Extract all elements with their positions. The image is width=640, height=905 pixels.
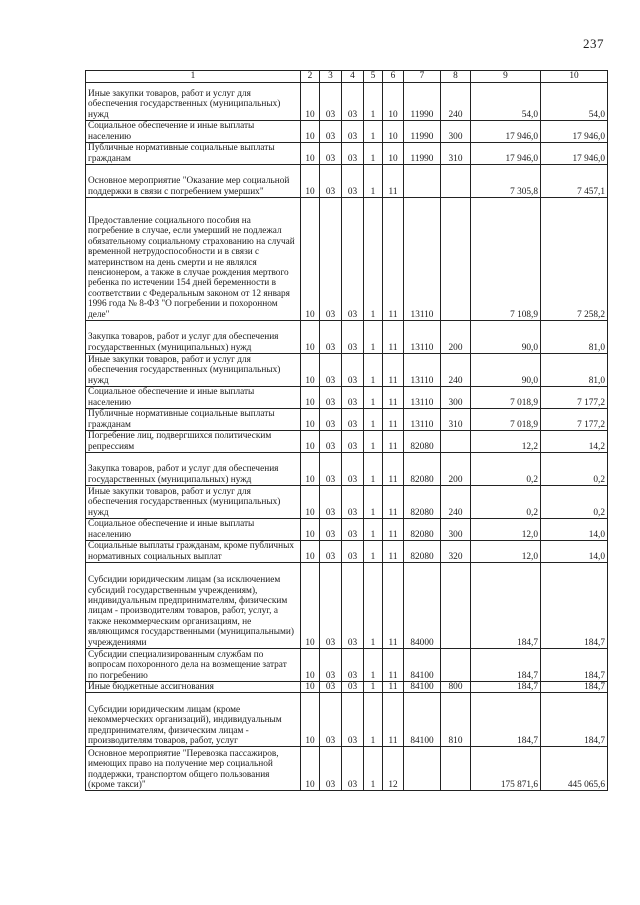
table-row	[86, 121, 608, 143]
table-row	[86, 453, 608, 486]
row-description: Иные закупки товаров, работ и услуг для обеспечения государственных (муниципальных) нужд	[86, 354, 301, 387]
code-cell: 11990	[404, 121, 441, 143]
amount-cell: 184,7	[541, 649, 608, 682]
row-description: Социальные выплаты гражданам, кроме публичных нормативных социальных выплат	[86, 541, 301, 563]
header-cell: 10	[541, 71, 608, 83]
code-cell: 03	[342, 321, 364, 354]
code-cell: 13110	[404, 354, 441, 387]
code-cell: 11	[383, 486, 404, 519]
code-cell: 03	[320, 519, 342, 541]
table-row	[86, 198, 608, 321]
row-description: Погребение лиц, подвергшихся политическим репрессиям	[86, 431, 301, 453]
header-cell: 1	[86, 71, 301, 83]
code-cell: 03	[342, 649, 364, 682]
code-cell	[404, 165, 441, 198]
code-cell: 10	[301, 143, 320, 165]
code-cell: 10	[383, 121, 404, 143]
code-cell: 13110	[404, 409, 441, 431]
code-cell: 84100	[404, 649, 441, 682]
code-cell: 11	[383, 431, 404, 453]
code-cell: 03	[320, 387, 342, 409]
amount-cell: 81,0	[541, 321, 608, 354]
table-body	[86, 83, 608, 791]
code-cell: 1	[364, 321, 383, 354]
code-cell: 03	[320, 143, 342, 165]
code-cell: 10	[301, 431, 320, 453]
code-cell: 03	[342, 486, 364, 519]
code-cell: 1	[364, 198, 383, 321]
code-cell: 200	[441, 321, 471, 354]
row-description: Социальное обеспечение и иные выплаты населению	[86, 387, 301, 409]
code-cell: 11	[383, 682, 404, 693]
table-row	[86, 747, 608, 791]
code-cell: 10	[301, 409, 320, 431]
code-cell: 300	[441, 519, 471, 541]
amount-cell: 0,2	[541, 486, 608, 519]
amount-cell: 0,2	[541, 453, 608, 486]
code-cell: 10	[301, 486, 320, 519]
code-cell: 03	[320, 563, 342, 649]
code-cell: 03	[320, 747, 342, 791]
row-description: Социальное обеспечение и иные выплаты населению	[86, 519, 301, 541]
code-cell: 82080	[404, 453, 441, 486]
code-cell: 03	[342, 198, 364, 321]
code-cell: 03	[342, 83, 364, 121]
table-row	[86, 682, 608, 693]
code-cell: 1	[364, 431, 383, 453]
code-cell: 310	[441, 409, 471, 431]
amount-cell: 14,2	[541, 431, 608, 453]
row-description: Закупка товаров, работ и услуг для обеспечения государственных (муниципальных) нужд	[86, 453, 301, 486]
row-description: Публичные нормативные социальные выплаты гражданам	[86, 409, 301, 431]
code-cell: 1	[364, 83, 383, 121]
table-row	[86, 409, 608, 431]
amount-cell: 0,2	[471, 453, 541, 486]
code-cell: 03	[320, 453, 342, 486]
code-cell: 03	[342, 165, 364, 198]
header-cell: 2	[301, 71, 320, 83]
code-cell: 03	[342, 682, 364, 693]
code-cell: 10	[301, 453, 320, 486]
table-row	[86, 563, 608, 649]
code-cell: 10	[301, 321, 320, 354]
code-cell: 10	[301, 747, 320, 791]
code-cell: 1	[364, 693, 383, 747]
amount-cell: 184,7	[471, 649, 541, 682]
table-row	[86, 321, 608, 354]
code-cell: 1	[364, 354, 383, 387]
amount-cell: 12,2	[471, 431, 541, 453]
code-cell: 12	[383, 747, 404, 791]
row-description: Иные закупки товаров, работ и услуг для обеспечения государственных (муниципальных) нужд	[86, 486, 301, 519]
header-cell: 9	[471, 71, 541, 83]
code-cell: 1	[364, 453, 383, 486]
code-cell: 82080	[404, 541, 441, 563]
code-cell: 03	[342, 541, 364, 563]
code-cell: 1	[364, 387, 383, 409]
amount-cell: 184,7	[471, 693, 541, 747]
code-cell: 03	[320, 409, 342, 431]
code-cell: 03	[342, 409, 364, 431]
code-cell: 84100	[404, 682, 441, 693]
code-cell: 810	[441, 693, 471, 747]
code-cell: 13110	[404, 321, 441, 354]
code-cell: 240	[441, 354, 471, 387]
code-cell: 11990	[404, 83, 441, 121]
code-cell: 03	[342, 121, 364, 143]
amount-cell: 7 305,8	[471, 165, 541, 198]
page-number: 237	[583, 36, 604, 51]
amount-cell: 12,0	[471, 541, 541, 563]
code-cell: 10	[301, 387, 320, 409]
code-cell: 11	[383, 649, 404, 682]
code-cell: 03	[320, 486, 342, 519]
row-description: Иные закупки товаров, работ и услуг для обеспечения государственных (муниципальных) нужд	[86, 83, 301, 121]
amount-cell: 184,7	[541, 693, 608, 747]
code-cell: 10	[301, 541, 320, 563]
code-cell: 11	[383, 409, 404, 431]
code-cell: 03	[320, 649, 342, 682]
code-cell: 03	[320, 321, 342, 354]
code-cell: 240	[441, 83, 471, 121]
code-cell: 11	[383, 541, 404, 563]
code-cell: 10	[383, 83, 404, 121]
code-cell	[441, 563, 471, 649]
table-header-row	[86, 71, 608, 83]
code-cell: 10	[301, 165, 320, 198]
amount-cell: 184,7	[541, 563, 608, 649]
code-cell: 10	[301, 693, 320, 747]
code-cell: 03	[320, 354, 342, 387]
code-cell: 03	[342, 431, 364, 453]
table-row	[86, 519, 608, 541]
row-description: Иные бюджетные ассигнования	[86, 682, 301, 693]
code-cell: 1	[364, 165, 383, 198]
code-cell: 84100	[404, 693, 441, 747]
row-description: Субсидии юридическим лицам (за исключением субсидий государственным учреждениям), индивидуальным предпринимателям, физическим лицам - производителям товаров, работ, услуг, а также некоммерческим организациям, не являющимся государственными (муниципальными) учреждениями	[86, 563, 301, 649]
amount-cell: 17 946,0	[541, 143, 608, 165]
code-cell: 11	[383, 693, 404, 747]
code-cell: 11	[383, 198, 404, 321]
row-description: Субсидии специализированным службам по вопросам похоронного дела на возмещение затрат по погребению	[86, 649, 301, 682]
code-cell	[441, 649, 471, 682]
code-cell	[441, 431, 471, 453]
code-cell: 300	[441, 121, 471, 143]
code-cell: 1	[364, 747, 383, 791]
code-cell: 11	[383, 519, 404, 541]
code-cell: 03	[320, 198, 342, 321]
header-cell: 5	[364, 71, 383, 83]
code-cell: 03	[320, 431, 342, 453]
amount-cell: 12,0	[471, 519, 541, 541]
code-cell	[404, 747, 441, 791]
code-cell: 03	[342, 563, 364, 649]
code-cell: 03	[342, 747, 364, 791]
amount-cell: 17 946,0	[541, 121, 608, 143]
code-cell: 03	[320, 693, 342, 747]
amount-cell: 445 065,6	[541, 747, 608, 791]
table-row	[86, 387, 608, 409]
amount-cell: 184,7	[471, 682, 541, 693]
code-cell: 1	[364, 121, 383, 143]
table-row	[86, 431, 608, 453]
amount-cell: 90,0	[471, 354, 541, 387]
code-cell: 200	[441, 453, 471, 486]
code-cell: 03	[320, 541, 342, 563]
header-cell: 3	[320, 71, 342, 83]
amount-cell: 7 177,2	[541, 409, 608, 431]
code-cell: 1	[364, 563, 383, 649]
table-row	[86, 354, 608, 387]
amount-cell: 7 457,1	[541, 165, 608, 198]
code-cell: 10	[301, 198, 320, 321]
code-cell: 300	[441, 387, 471, 409]
code-cell: 1	[364, 486, 383, 519]
code-cell: 240	[441, 486, 471, 519]
amount-cell: 14,0	[541, 541, 608, 563]
budget-table	[85, 70, 608, 791]
code-cell: 10	[301, 649, 320, 682]
table-row	[86, 83, 608, 121]
row-description: Основное мероприятие "Оказание мер социальной поддержки в связи с погребением умерших"	[86, 165, 301, 198]
code-cell: 84000	[404, 563, 441, 649]
code-cell: 82080	[404, 431, 441, 453]
code-cell: 11990	[404, 143, 441, 165]
header-cell: 6	[383, 71, 404, 83]
code-cell: 03	[342, 143, 364, 165]
code-cell	[441, 198, 471, 321]
code-cell: 10	[301, 519, 320, 541]
amount-cell: 17 946,0	[471, 121, 541, 143]
table-row	[86, 693, 608, 747]
amount-cell: 184,7	[471, 563, 541, 649]
amount-cell: 81,0	[541, 354, 608, 387]
amount-cell: 184,7	[541, 682, 608, 693]
code-cell: 1	[364, 519, 383, 541]
code-cell: 03	[342, 387, 364, 409]
code-cell: 03	[342, 453, 364, 486]
code-cell: 1	[364, 409, 383, 431]
amount-cell: 7 258,2	[541, 198, 608, 321]
code-cell: 10	[301, 121, 320, 143]
code-cell: 82080	[404, 486, 441, 519]
amount-cell: 54,0	[541, 83, 608, 121]
code-cell: 1	[364, 541, 383, 563]
table-row	[86, 165, 608, 198]
code-cell: 82080	[404, 519, 441, 541]
amount-cell: 14,0	[541, 519, 608, 541]
code-cell: 03	[320, 165, 342, 198]
code-cell	[441, 165, 471, 198]
code-cell: 1	[364, 143, 383, 165]
row-description: Предоставление социального пособия на погребение в случае, если умерший не подлежал обязательному социальному страхованию на случай временной нетрудоспособности и в связи с материнством на день смерти и не являлся пенсионером, а также в случае рождения мертвого ребенка по истечении 154 дней беременности в соответствии с Федеральным законом от 12 января 1996 года № 8-ФЗ "О погребении и похоронном деле"	[86, 198, 301, 321]
row-description: Закупка товаров, работ и услуг для обеспечения государственных (муниципальных) нужд	[86, 321, 301, 354]
row-description: Основное мероприятие "Перевозка пассажиров, имеющих право на получение мер социальной поддержки, транспортом общего пользования (кроме такси)"	[86, 747, 301, 791]
code-cell: 10	[301, 563, 320, 649]
header-cell: 8	[441, 71, 471, 83]
code-cell: 13110	[404, 387, 441, 409]
amount-cell: 7 108,9	[471, 198, 541, 321]
row-description: Субсидии юридическим лицам (кроме некоммерческих организаций), индивидуальным предпринимателям, физическим лицам - производителям товаров, работ, услуг	[86, 693, 301, 747]
code-cell: 310	[441, 143, 471, 165]
code-cell: 03	[342, 693, 364, 747]
code-cell: 10	[301, 83, 320, 121]
code-cell: 11	[383, 354, 404, 387]
amount-cell: 90,0	[471, 321, 541, 354]
amount-cell: 54,0	[471, 83, 541, 121]
code-cell: 03	[320, 121, 342, 143]
header-cell: 4	[342, 71, 364, 83]
code-cell: 03	[342, 519, 364, 541]
amount-cell: 7 018,9	[471, 387, 541, 409]
code-cell: 03	[320, 682, 342, 693]
code-cell: 1	[364, 682, 383, 693]
code-cell: 11	[383, 453, 404, 486]
code-cell: 11	[383, 563, 404, 649]
code-cell: 320	[441, 541, 471, 563]
code-cell: 11	[383, 321, 404, 354]
code-cell: 10	[301, 354, 320, 387]
amount-cell: 0,2	[471, 486, 541, 519]
code-cell: 11	[383, 387, 404, 409]
table-row	[86, 143, 608, 165]
row-description: Публичные нормативные социальные выплаты гражданам	[86, 143, 301, 165]
code-cell: 03	[320, 83, 342, 121]
row-description: Социальное обеспечение и иные выплаты населению	[86, 121, 301, 143]
amount-cell: 7 018,9	[471, 409, 541, 431]
table-row	[86, 649, 608, 682]
code-cell: 03	[342, 354, 364, 387]
code-cell: 10	[383, 143, 404, 165]
code-cell: 1	[364, 649, 383, 682]
amount-cell: 7 177,2	[541, 387, 608, 409]
table-row	[86, 541, 608, 563]
amount-cell: 175 871,6	[471, 747, 541, 791]
code-cell: 11	[383, 165, 404, 198]
code-cell: 10	[301, 682, 320, 693]
code-cell: 800	[441, 682, 471, 693]
code-cell	[441, 747, 471, 791]
header-cell: 7	[404, 71, 441, 83]
code-cell: 13110	[404, 198, 441, 321]
amount-cell: 17 946,0	[471, 143, 541, 165]
table-row	[86, 486, 608, 519]
